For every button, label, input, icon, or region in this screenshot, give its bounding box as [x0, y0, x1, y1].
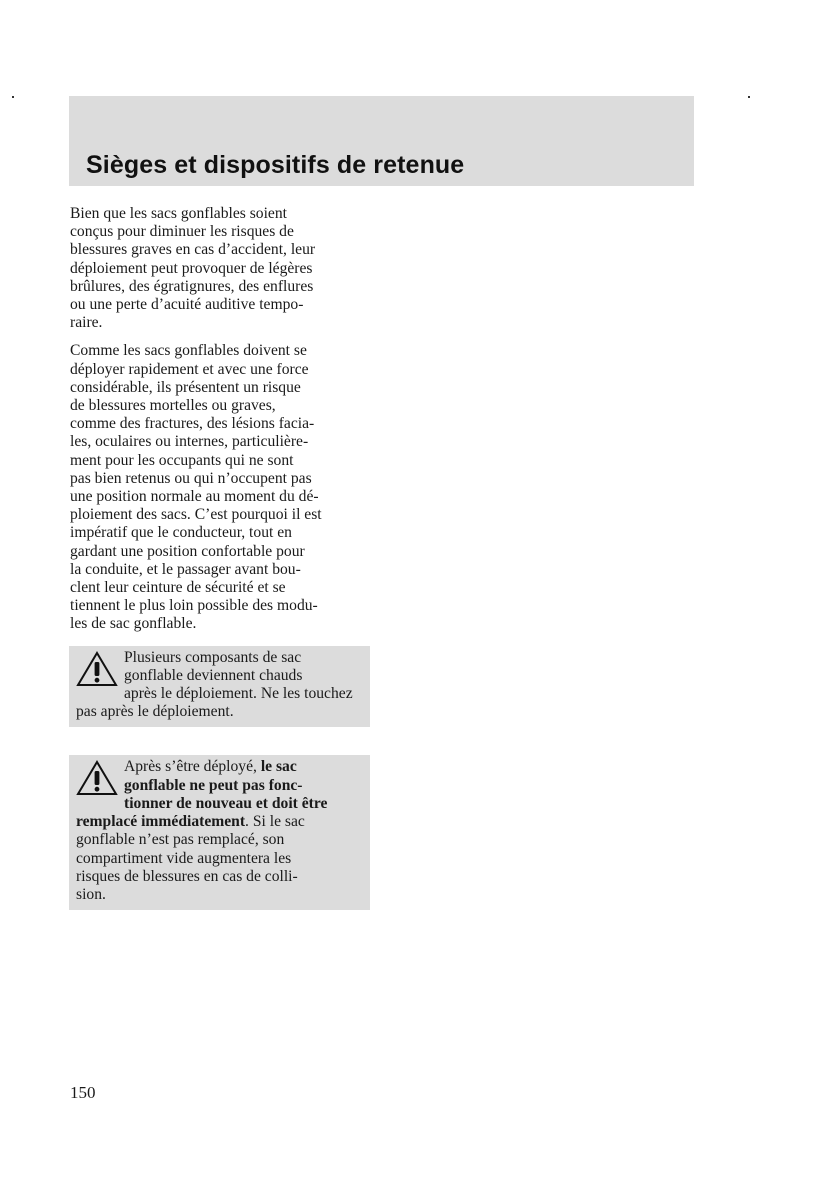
- warning-triangle-icon: [76, 760, 120, 798]
- warning-text-emphasis: le sac gonflable ne peut pas fonc- tionner de nouveau et doit être remplacé immédiatement: [76, 758, 328, 831]
- main-column: [70, 205, 372, 910]
- page-number: 150: [70, 1083, 96, 1102]
- header-band: [69, 96, 694, 186]
- warning-box-replace: [69, 755, 370, 910]
- warning-text-intro: Après s’être déployé,: [124, 758, 261, 776]
- warning-triangle-icon: [76, 651, 120, 689]
- page-title: Sièges et dispositifs de retenue: [86, 151, 465, 179]
- warning-text-rest: . Si le sac gonflable n’est pas remplacé, son compartiment vide augmentera les risques de blessures en cas de colli- sion.: [76, 813, 305, 903]
- crop-mark-left: [12, 96, 14, 98]
- warning-text-hot-components: Plusieurs composants de sac gonflable deviennent chauds après le déploiement. Ne les touchez pas après le déploiement.: [76, 648, 353, 721]
- paragraph-intro: Bien que les sacs gonflables soient conçus pour diminuer les risques de blessures graves en cas d’accident, leur déploiement peut provoquer de légères brûlures, des égratignures, des enflures ou une perte d’acuité auditive tempo- raire.: [70, 205, 316, 332]
- paragraph-deployment: Comme les sacs gonflables doivent se déployer rapidement et avec une force considérable, ils présentent un risque de blessures mortelles ou graves, comme des fractures, des lésions facia- les, oculaires ou internes, particulière- ment pour les occupants qui ne sont pas bien retenus ou qui n’occupent pas une position normale au moment du dé- ploiement des sacs. C’est pourquoi il est impératif que le conducteur, tout en gardant une position confortable pour la conduite, et le passager avant bou- clent leur ceinture de sécurité et se tiennent le plus loin possible des modu- les de sac gonflable.: [70, 342, 322, 633]
- crop-mark-right: [748, 96, 750, 98]
- warning-box-hot-components: [69, 646, 370, 728]
